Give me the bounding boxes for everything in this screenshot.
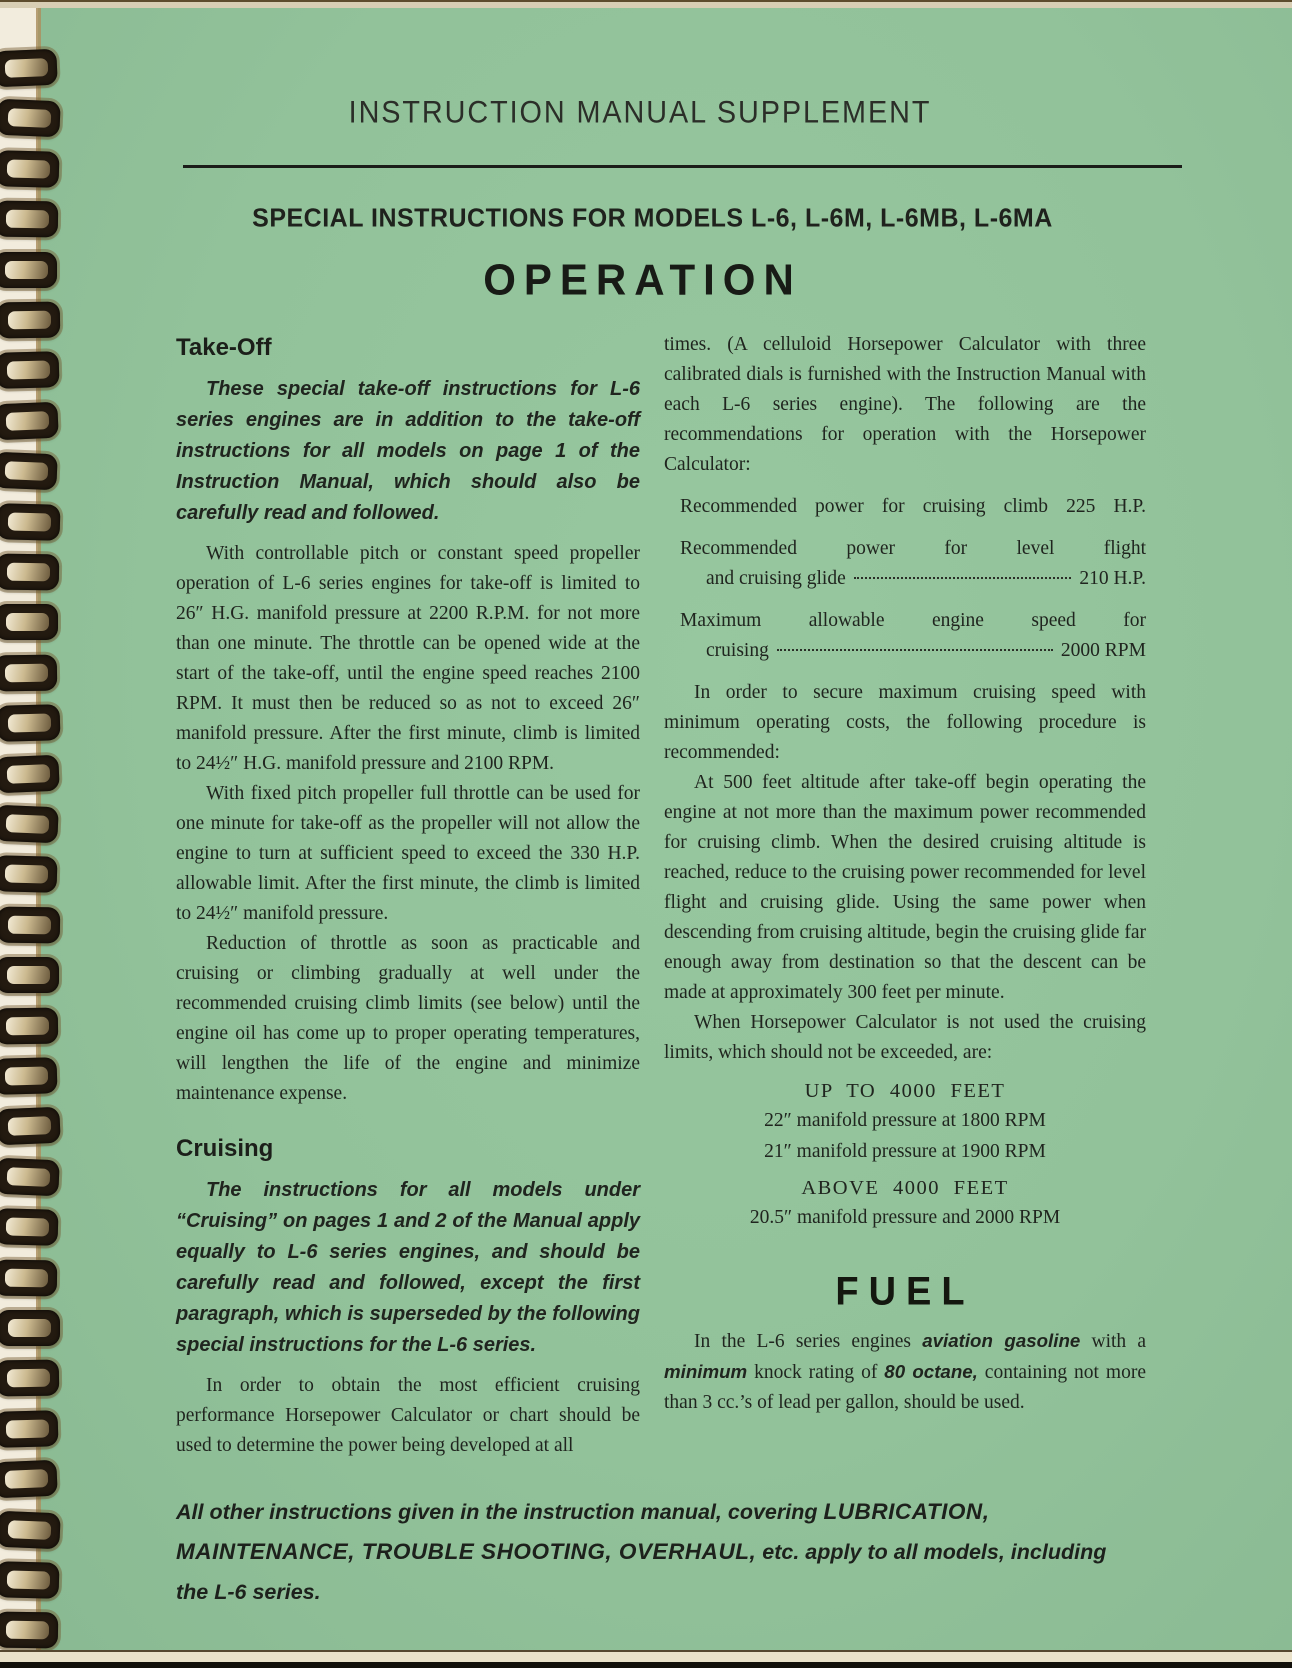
fuel-heading: FUEL [835, 1269, 975, 1315]
text-segment: In the L-6 series engines [694, 1331, 923, 1352]
takeoff-heading: Take-Off [176, 334, 272, 361]
recommendation-line: Recommended power for level flight [680, 538, 1146, 559]
continuation-paragraph: times. (A celluloid Horsepower Calculator with three calibrated dials is furnished with the Instruction Manual with each L-6 series engine). The following are the recommendations for operation with the Horsepower Calculator: [664, 334, 1146, 475]
dot-leader [777, 649, 1053, 651]
limits-intro-paragraph: When Horsepower Calculator is not used the cruising limits, which should not be exceeded, are: [664, 1012, 1146, 1063]
page-left-edge [36, 8, 41, 1654]
limit-line: 21″ manifold pressure at 1900 RPM [764, 1141, 1046, 1162]
cruising-heading: Cruising [176, 1135, 274, 1162]
recommendation-value: 2000 RPM [1060, 640, 1146, 661]
left-column [176, 334, 640, 1461]
cruising-paragraph-1: In order to obtain the most efficient cruising performance Horsepower Calculator or chart should be used to determine the power being developed at all [176, 1375, 640, 1456]
text-segment: aviation gasoline [922, 1330, 1081, 1351]
text-segment: 80 octane, [884, 1361, 978, 1382]
recommendation-item-1 [680, 492, 1146, 522]
doc-title: INSTRUCTION MANUAL SUPPLEMENT [348, 94, 932, 130]
doc-subtitle: SPECIAL INSTRUCTIONS FOR MODELS L-6, L-6M, L-6MB, L-6MA [252, 203, 1053, 233]
scan-top-edge [0, 0, 1292, 8]
text-segment: minimum [664, 1361, 748, 1382]
recommendation-item-3 [680, 606, 1146, 666]
binding-margin-strip [0, 8, 38, 1654]
text-segment: containing not more than 3 cc.’s of lead per gallon, should be used. [664, 1362, 1146, 1413]
recommendation-item-2 [680, 534, 1146, 594]
cruising-limits [664, 1080, 1146, 1233]
text-segment: etc. apply to all models, including the L-6 series. [176, 1540, 1107, 1604]
cruising-procedure-paragraph: In order to secure maximum cruising speed with minimum operating costs, the following procedure is recommended: [664, 682, 1146, 763]
right-column [664, 330, 1146, 1418]
recommendation-hanging-line [680, 564, 1146, 594]
cruising-lead-paragraph: The instructions for all models under “Cruising” on pages 1 and 2 of the Manual apply equally to L-6 series engines, and should be carefully read and followed, except the first paragraph, which is superseded by the following special instructions for the L-6 series. [176, 1179, 640, 1356]
footer-note [176, 1492, 1138, 1612]
recommendation-value: 210 H.P. [1079, 568, 1146, 589]
takeoff-paragraph-3: Reduction of throttle as soon as practicable and cruising or climbing gradually at well under the recommended cruising climb limits (see below) until the engine oil has come up to proper operating temperatures, will lengthen the life of the engine and minimize maintenance expense. [176, 933, 640, 1104]
altitude-procedure-paragraph: At 500 feet altitude after take-off begin operating the engine at not more than the maximum power recommended for cruising climb. When the desired cruising altitude is reached, reduce to the cruising power recommended for level flight and cruising glide. Using the same power when descending from cruising altitude, begin the cruising glide far enough away from destination so that the descent can be made at approximately 300 feet per minute. [664, 772, 1146, 1003]
limit-line: 20.5″ manifold pressure and 2000 RPM [749, 1207, 1061, 1228]
recommendation-list [680, 492, 1146, 666]
recommendation-hanging-line [680, 636, 1146, 666]
takeoff-paragraph-2: With fixed pitch propeller full throttle can be used for one minute for take-off as the propeller will not allow the engine to turn at sufficient speed to exceed the 330 H.P. allowable limit. After the first minute, the climb is limited to 24½″ manifold pressure. [176, 783, 640, 924]
recommendation-label: and cruising glide [706, 568, 846, 589]
dot-leader [854, 577, 1072, 579]
recommendation-line: Maximum allowable engine speed for [680, 610, 1146, 631]
fuel-paragraph [664, 1326, 1146, 1418]
text-segment: All other instructions given in the instruction manual, covering [176, 1500, 824, 1524]
text-segment: LUBRICATION, MAINTENANCE, TROUBLE SHOOTING, OVERHAUL, [176, 1499, 990, 1564]
limit-line: 22″ manifold pressure at 1800 RPM [764, 1110, 1046, 1131]
text-segment: knock rating of [747, 1362, 885, 1383]
limits-up-to-heading: UP TO 4000 FEET [804, 1080, 1006, 1102]
operation-heading: OPERATION [483, 255, 802, 304]
text-segment: with a [1080, 1331, 1147, 1352]
scan-bottom-edge [0, 1662, 1292, 1668]
takeoff-lead-paragraph: These special take-off instructions for L-6 series engines are in addition to the take-off instructions for all models on page 1 of the Instruction Manual, which should also be carefully read and followed. [176, 378, 640, 524]
takeoff-paragraph-1: With controllable pitch or constant speed propeller operation of L-6 series engines for take-off is limited to 26″ H.G. manifold pressure at 2200 R.P.M. for not more than one minute. The throttle can be opened wide at the start of the take-off, until the engine speed reaches 2100 RPM. It must then be reduced so as not to exceed 26″ manifold pressure. After the first minute, climb is limited to 24½″ H.G. manifold pressure and 2100 RPM. [176, 543, 640, 774]
scan-bottom-page-edges [0, 1650, 1292, 1662]
limits-above-heading: ABOVE 4000 FEET [801, 1177, 1009, 1199]
recommendation-label: cruising [706, 640, 769, 661]
title-rule [183, 165, 1182, 168]
recommendation-line: Recommended power for cruising climb 225 H.P. [680, 496, 1146, 517]
